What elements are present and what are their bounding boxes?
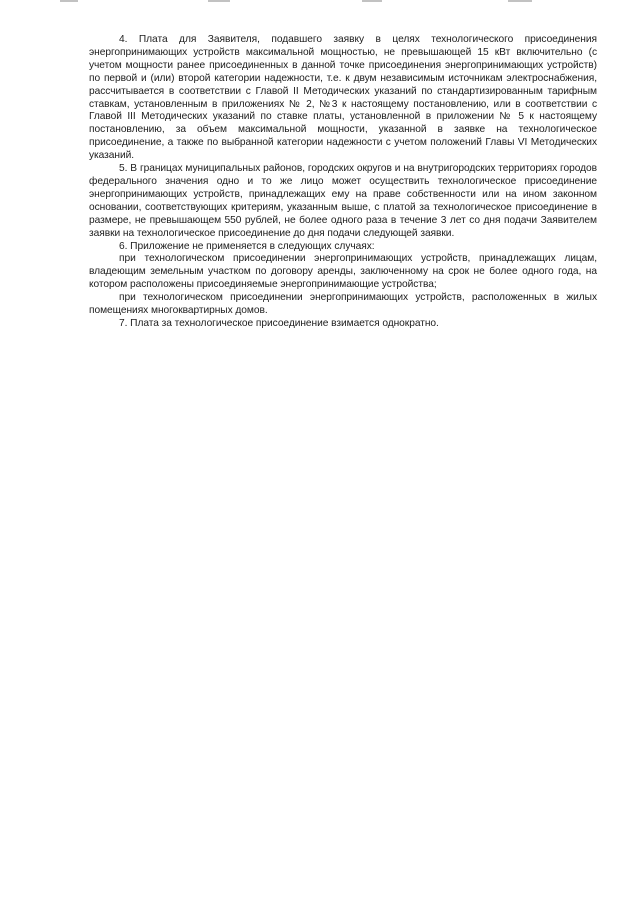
scan-artifact-marks	[60, 0, 560, 4]
paragraph-5: 5. В границах муниципальных районов, городских округов и на внутригородских территориях городов федерального значения одно и то же лицо может осуществить технологическое присоединение энергопринимающих устройств, принадлежащих ему на праве собственности или на ином законном основании, соответствующих критериям, указанным выше, с платой за технологическое присоединение в размере, не превышающем 550 рублей, не более одного раза в течение 3 лет со дня подачи Заявителем заявки на технологическое присоединение до дня подачи следующей заявки.	[89, 163, 597, 239]
paragraph-7: 7. Плата за технологическое присоединение взимается однократно.	[119, 317, 439, 329]
paragraph-6-case-2: при технологическом присоединении энергопринимающих устройств, расположенных в жилых помещениях многоквартирных домов.	[89, 292, 597, 317]
paragraph-6-case-1: при технологическом присоединении энергопринимающих устройств, принадлежащих лицам, владеющим земельным участком по договору аренды, заключенному на срок не более одного года, на котором расположены присоединяемые энергопринимающие устройства;	[89, 253, 597, 291]
document-body	[89, 34, 597, 331]
paragraph-6: 6. Приложение не применяется в следующих случаях:	[119, 240, 375, 252]
paragraph-4: 4. Плата для Заявителя, подавшего заявку в целях технологического присоединения энергопринимающих устройств максимальной мощностью, не превышающей 15 кВт включительно (с учетом мощности ранее присоединенных в данной точке присоединения энергопринимающих устройств) по первой и (или) второй категории надежности, т.е. к двум независимым источникам электроснабжения, рассчитывается в соответствии с Главой II Методических указаний по стандартизированным тарифным ставкам, установленным в приложениях № 2, №3 к настоящему постановлению, или в соответствии с Главой III Методических указаний по ставке платы, установленной в приложении № 5 к настоящему постановлению, за объем максимальной мощности, указанной в заявке на технологическое присоединение, а также по выбранной категории надежности с учетом положений Главы VI Методических указаний.	[89, 34, 597, 162]
